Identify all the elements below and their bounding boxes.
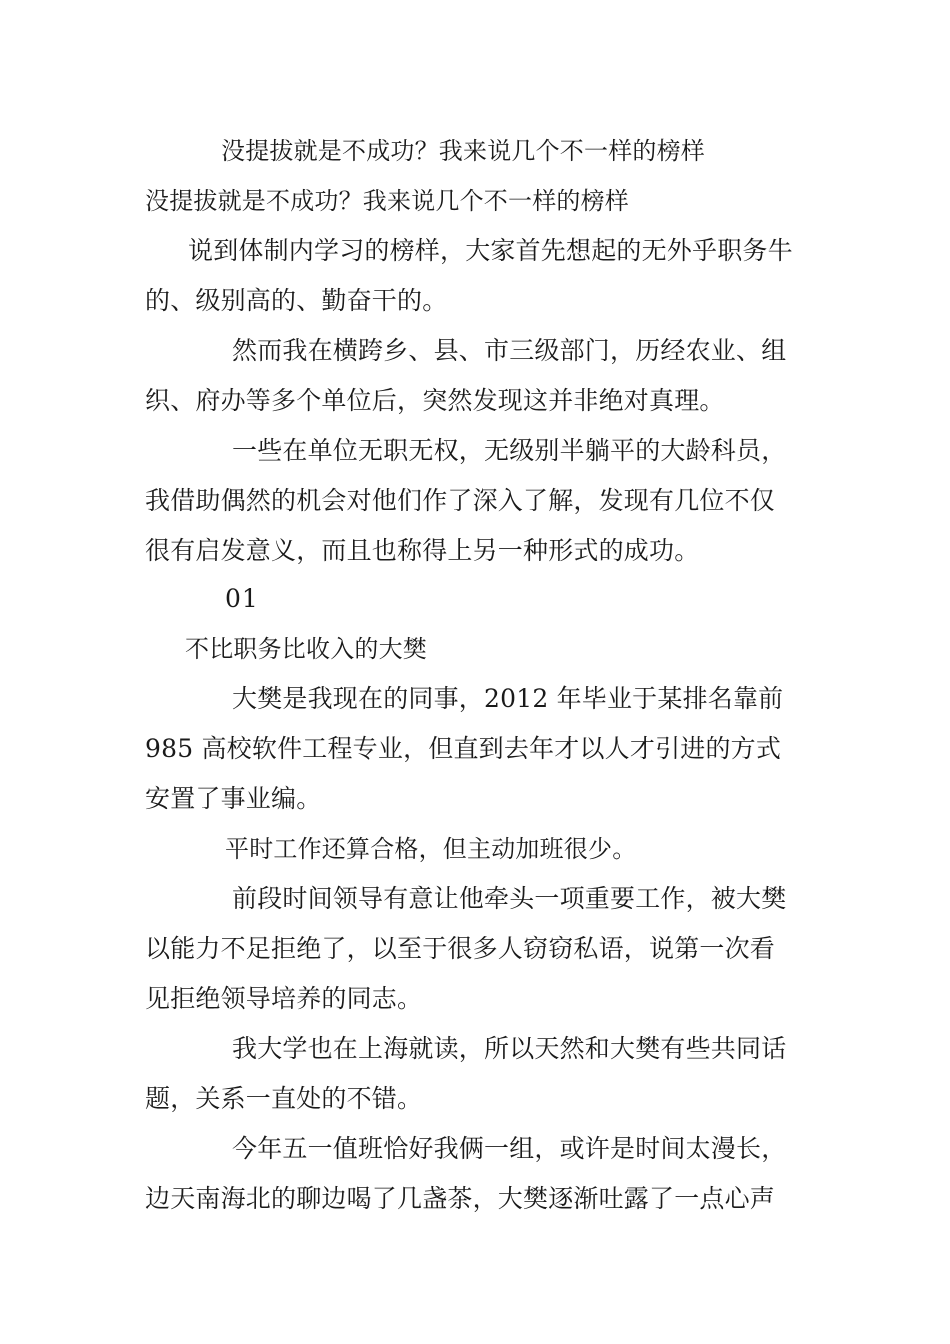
paragraph-line: 985 高校软件工程专业，但直到去年才以人才引进的方式: [145, 734, 782, 763]
paragraph-line: 平时工作还算合格，但主动加班很少。: [225, 835, 637, 863]
paragraph-line: 安置了事业编。: [145, 784, 322, 813]
document-title: 没提拔就是不成功？我来说几个不一样的榜样: [221, 137, 705, 165]
paragraph-line: 的、级别高的、勤奋干的。: [145, 286, 448, 315]
document-title-repeat: 没提拔就是不成功？我来说几个不一样的榜样: [145, 187, 629, 215]
section-heading: 不比职务比收入的大樊: [185, 635, 427, 663]
paragraph-line: 边天南海北的聊边喝了几盏茶，大樊逐渐吐露了一点心声: [145, 1184, 776, 1213]
paragraph-line: 前段时间领导有意让他牵头一项重要工作，被大樊: [232, 884, 787, 913]
paragraph-line: 然而我在横跨乡、县、市三级部门，历经农业、组: [232, 336, 787, 365]
paragraph-line: 我借助偶然的机会对他们作了深入了解，发现有几位不仅: [145, 486, 776, 515]
paragraph-line: 今年五一值班恰好我俩一组，或许是时间太漫长，: [232, 1134, 787, 1163]
paragraph-line: 说到体制内学习的榜样，大家首先想起的无外乎职务牛: [188, 236, 793, 265]
paragraph-line: 一些在单位无职无权，无级别半躺平的大龄科员，: [232, 436, 787, 465]
paragraph-line: 织、府办等多个单位后，突然发现这并非绝对真理。: [145, 386, 725, 415]
paragraph-line: 以能力不足拒绝了，以至于很多人窃窃私语，说第一次看: [145, 934, 776, 963]
paragraph-line: 我大学也在上海就读，所以天然和大樊有些共同话: [232, 1034, 787, 1063]
paragraph-line: 大樊是我现在的同事，2012 年毕业于某排名靠前: [232, 684, 784, 713]
section-number: 01: [225, 584, 259, 613]
paragraph-line: 题，关系一直处的不错。: [145, 1084, 423, 1113]
paragraph-line: 很有启发意义，而且也称得上另一种形式的成功。: [145, 536, 700, 565]
paragraph-line: 见拒绝领导培养的同志。: [145, 984, 423, 1013]
